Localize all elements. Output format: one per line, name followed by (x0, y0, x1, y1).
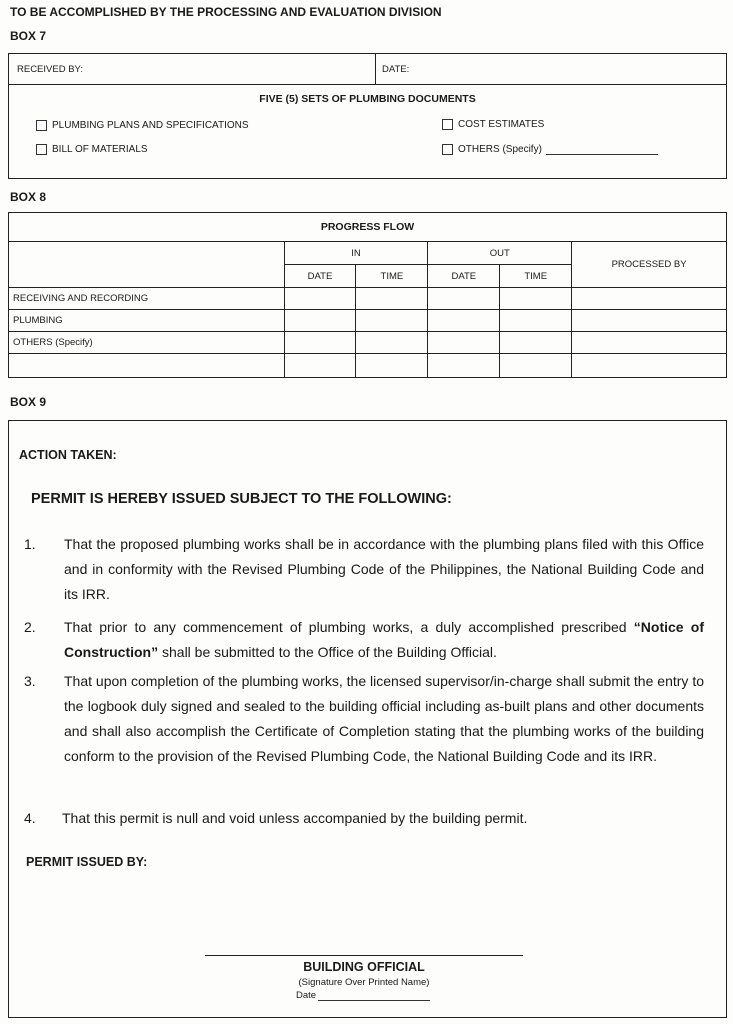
permit-heading: PERMIT IS HEREBY ISSUED SUBJECT TO THE FOLLOWING: (31, 491, 452, 507)
checkbox-plumbing-plans[interactable] (36, 120, 249, 131)
row-label: PLUMBING (9, 310, 285, 332)
documents-title: FIVE (5) SETS OF PLUMBING DOCUMENTS (259, 93, 476, 105)
box9-label: BOX 9 (10, 395, 47, 409)
in-date-header: DATE (284, 265, 356, 288)
date-label: DATE: (382, 64, 410, 75)
condition-text: That prior to any commencement of plumbing works, a duly accomplished prescribed (64, 619, 634, 635)
processed-by-header: PROCESSED BY (572, 242, 727, 288)
others-specify-line[interactable] (546, 145, 658, 155)
checkbox-icon[interactable] (36, 120, 47, 131)
out-date-header: DATE (428, 265, 500, 288)
checkbox-others[interactable] (442, 144, 658, 155)
table-row (9, 288, 727, 310)
condition-item (24, 806, 704, 831)
received-by-label: RECEIVED BY: (17, 64, 83, 75)
in-header: IN (284, 242, 428, 265)
row-label[interactable] (9, 354, 285, 378)
notice-of-construction: “Notice of Construction” (64, 619, 704, 660)
condition-number: 2. (24, 619, 36, 635)
checkbox-label: COST ESTIMATES (458, 119, 545, 130)
date-field (296, 990, 430, 1001)
box7-section (8, 53, 727, 179)
in-time-header: TIME (356, 265, 428, 288)
condition-item (24, 615, 704, 665)
condition-number: 3. (24, 673, 36, 689)
action-taken-label: ACTION TAKEN: (19, 448, 117, 462)
condition-text: That upon completion of the plumbing works, the licensed supervisor/in-charge shall submit the entry to the logbook duly signed and sealed to the building official including as-built plans and other documents and shall also accomplish the Certificate of Completion stating that the plumbing works of the building conform to the provision of the Revised Plumbing Code, the National Building Code and its IRR. (64, 673, 704, 764)
checkbox-label: BILL OF MATERIALS (52, 144, 148, 155)
page-title: TO BE ACCOMPLISHED BY THE PROCESSING AND EVALUATION DIVISION (10, 5, 442, 19)
checkbox-icon[interactable] (36, 144, 47, 155)
checkbox-icon[interactable] (442, 119, 453, 130)
condition-item (24, 669, 704, 769)
signature-note: (Signature Over Printed Name) (298, 977, 430, 988)
table-row (9, 332, 727, 354)
date-field-label: Date (296, 990, 317, 1001)
condition-text: shall be submitted to the Office of the Building Official. (158, 644, 497, 660)
box8-label: BOX 8 (10, 190, 47, 204)
date-input-line[interactable] (318, 991, 430, 1001)
checkbox-label: PLUMBING PLANS AND SPECIFICATIONS (52, 120, 249, 131)
signature-line[interactable] (205, 955, 523, 956)
table-row (9, 354, 727, 378)
table-row (9, 310, 727, 332)
condition-number: 1. (24, 536, 36, 552)
condition-number: 4. (24, 810, 36, 826)
out-time-header: TIME (500, 265, 572, 288)
checkbox-bill-of-materials[interactable] (36, 144, 148, 155)
condition-text: That this permit is null and void unless accompanied by the building permit. (62, 810, 528, 826)
permit-issued-by-label: PERMIT ISSUED BY: (26, 855, 148, 869)
box7-label: BOX 7 (10, 29, 47, 43)
row-label: OTHERS (Specify) (9, 332, 285, 354)
checkbox-icon[interactable] (442, 144, 453, 155)
condition-item (24, 532, 704, 607)
row-label: RECEIVING AND RECORDING (9, 288, 285, 310)
out-header: OUT (428, 242, 572, 265)
progress-flow-table (8, 212, 727, 378)
building-official-title: BUILDING OFFICIAL (303, 960, 425, 974)
condition-text: That the proposed plumbing works shall be in accordance with the plumbing plans filed with this Office and in conformity with the Revised Plumbing Code of the Philippines, the National Building Code and its IRR. (64, 536, 704, 602)
checkbox-cost-estimates[interactable] (442, 119, 544, 130)
progress-flow-title: PROGRESS FLOW (9, 213, 727, 242)
checkbox-label: OTHERS (Specify) (458, 144, 542, 155)
